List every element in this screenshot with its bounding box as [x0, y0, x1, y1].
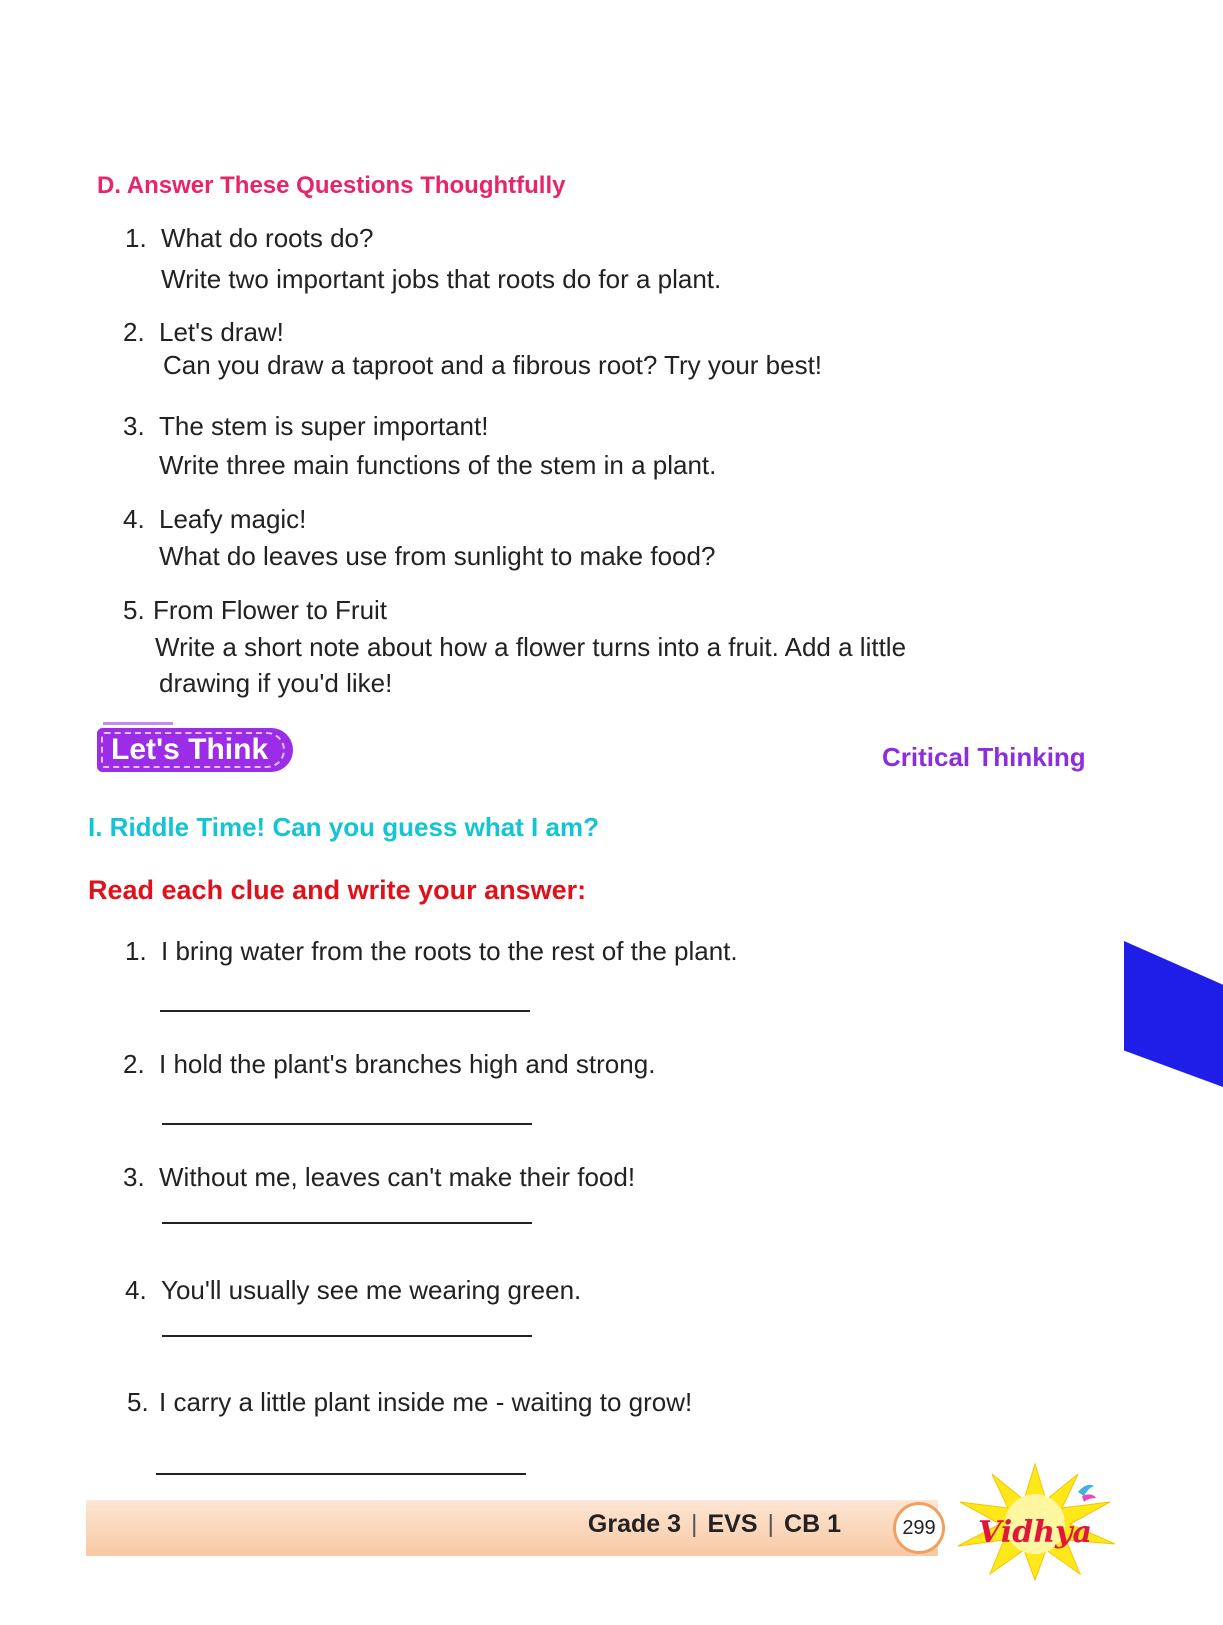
clue-5	[127, 1386, 692, 1419]
footer-info: Grade 3 | EVS | CB 1	[587, 1510, 841, 1538]
clue-text: I bring water from the roots to the rest of the plant.	[161, 936, 738, 966]
footer-subject: EVS	[707, 1510, 758, 1538]
question-number: 4.	[123, 504, 145, 534]
answer-line-1[interactable]	[160, 1010, 530, 1012]
question-5	[123, 594, 906, 700]
question-lead: Leafy magic!	[159, 504, 307, 534]
clue-1	[125, 935, 738, 968]
question-number: 5.	[123, 595, 145, 625]
chapter-tab	[1124, 941, 1223, 1087]
question-number: 1.	[125, 223, 147, 253]
answer-line-2[interactable]	[162, 1123, 532, 1125]
question-sub: What do leaves use from sunlight to make food?	[159, 540, 716, 571]
clue-number: 3.	[123, 1162, 145, 1192]
answer-line-3[interactable]	[162, 1222, 532, 1224]
question-number: 2.	[123, 317, 145, 347]
clue-3	[123, 1161, 635, 1194]
question-4	[123, 503, 715, 572]
clue-number: 5.	[127, 1387, 149, 1417]
critical-thinking-tag: Critical Thinking	[882, 742, 1086, 772]
footer-book: CB 1	[784, 1510, 841, 1538]
question-sub: Write a short note about how a flower turns into a fruit. Add a little	[155, 631, 907, 662]
svg-text:Vidhya: Vidhya	[978, 1515, 1092, 1550]
question-lead: Let's draw!	[159, 317, 284, 347]
lets-think-badge	[97, 728, 293, 772]
footer-grade: Grade 3	[587, 1510, 681, 1538]
question-2	[123, 316, 822, 381]
question-number: 3.	[123, 411, 145, 441]
clue-2	[123, 1048, 655, 1081]
riddle-heading: I. Riddle Time! Can you guess what I am?	[88, 812, 599, 842]
question-lead: What do roots do?	[161, 223, 374, 253]
question-lead: From Flower to Fruit	[153, 595, 388, 625]
question-1	[125, 222, 721, 295]
lets-think-label: Let's Think	[111, 733, 269, 766]
page-number: 299	[893, 1502, 945, 1554]
question-lead: The stem is super important!	[159, 411, 489, 441]
clue-text: I hold the plant's branches high and strong.	[159, 1049, 656, 1079]
clue-number: 2.	[123, 1049, 145, 1079]
clue-number: 1.	[125, 936, 147, 966]
riddle-instruction: Read each clue and write your answer:	[88, 875, 587, 905]
question-sub: Write two important jobs that roots do for a plant.	[161, 263, 722, 294]
clue-text: Without me, leaves can't make their food!	[159, 1162, 636, 1192]
clue-text: You'll usually see me wearing green.	[161, 1275, 582, 1305]
answer-line-4[interactable]	[162, 1335, 532, 1337]
answer-line-5[interactable]	[156, 1473, 526, 1475]
question-sub: Write three main functions of the stem in a plant.	[159, 449, 717, 480]
section-d-title: D. Answer These Questions Thoughtfully	[97, 172, 566, 199]
vidhya-logo	[950, 1462, 1120, 1582]
pill-accent-line	[103, 722, 173, 725]
question-sub-continued: drawing if you'd like!	[159, 668, 393, 698]
question-sub: Can you draw a taproot and a fibrous root? Try your best!	[163, 349, 823, 380]
clue-4	[125, 1274, 581, 1307]
question-3	[123, 410, 716, 481]
clue-number: 4.	[125, 1275, 147, 1305]
clue-text: I carry a little plant inside me - waiting to grow!	[159, 1387, 693, 1417]
